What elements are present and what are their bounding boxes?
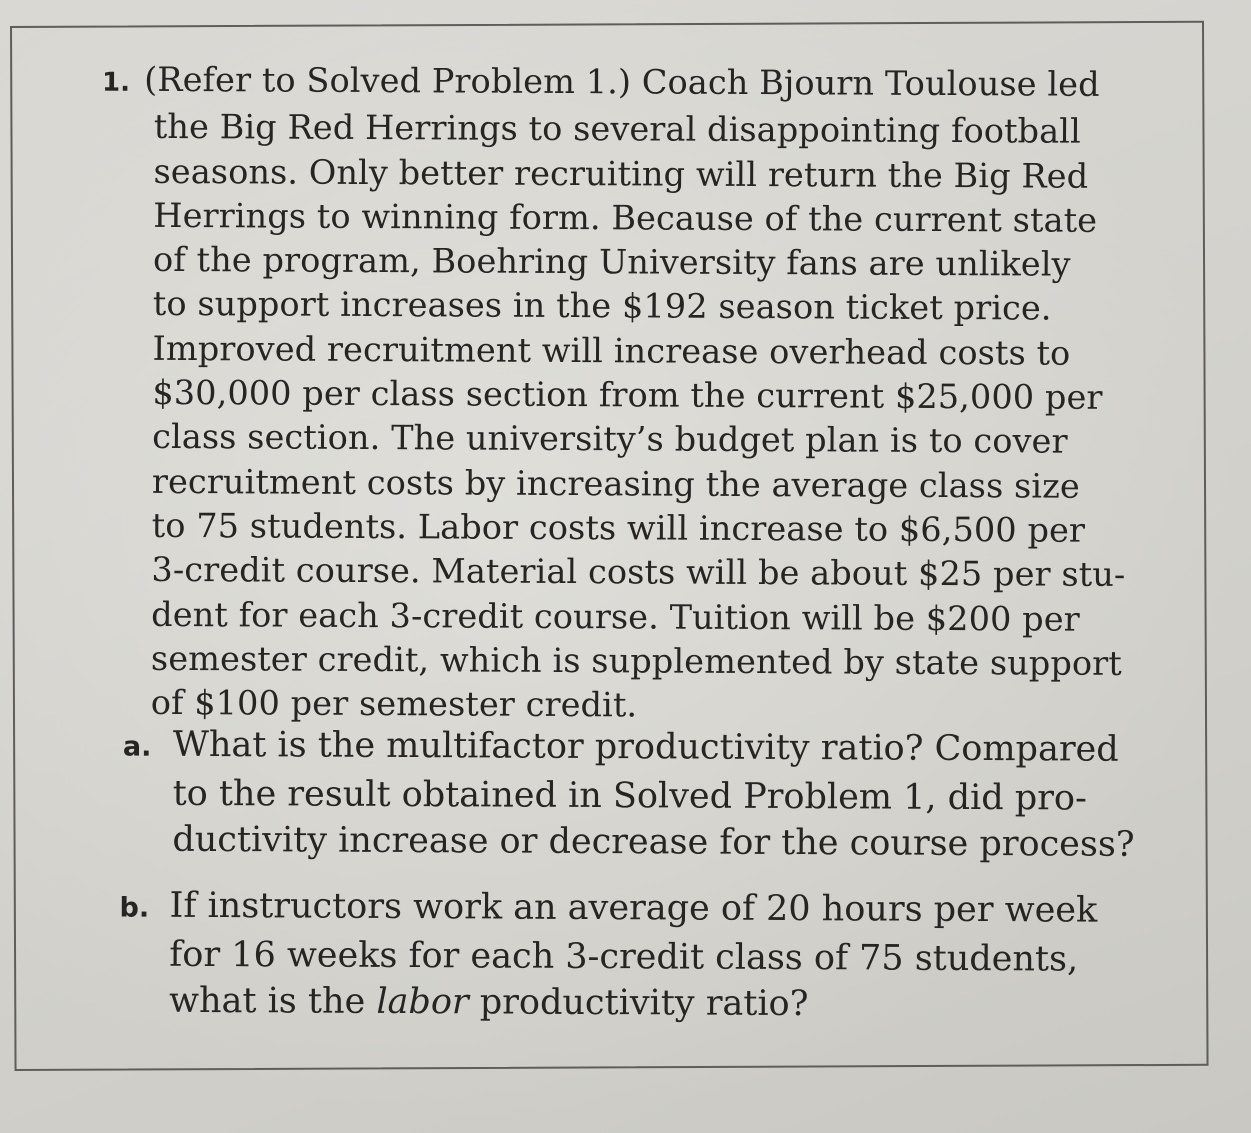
stem-line: $30,000 per class section from the current $25,000 per: [152, 372, 1103, 417]
stem-line: Improved recruitment will increase overhead costs to: [152, 328, 1071, 373]
subquestion-line: what is the labor productivity ratio?: [169, 980, 809, 1025]
subquestion-label: a.: [122, 731, 152, 763]
subquestion-line: b. If instructors work an average of 20 hours per week: [119, 885, 1098, 931]
stem-line: seasons. Only better recruiting will return the Big Red: [153, 151, 1089, 196]
stem-line: 3-credit course. Material costs will be about $25 per stu-: [151, 550, 1126, 595]
subquestion-line: a. What is the multifactor productivity ratio? Compared: [122, 724, 1119, 770]
subquestion-line: ductivity increase or decrease for the course process?: [172, 819, 1135, 865]
emphasized-word: labor: [376, 981, 469, 1023]
problem-stem: [99, 58, 1162, 731]
stem-line: of $100 per semester credit.: [150, 683, 638, 725]
subquestion-a: [122, 722, 1163, 868]
subquestion-b: [119, 883, 1160, 1029]
problem-number: 1.: [101, 67, 131, 98]
stem-line: class section. The university’s budget plan is to cover: [152, 417, 1068, 462]
stem-line: recruitment costs by increasing the average class size: [151, 461, 1080, 506]
stem-line: semester credit, which is supplemented by state support: [150, 638, 1122, 683]
stem-line: to 75 students. Labor costs will increase to $6,500 per: [151, 505, 1086, 550]
subquestion-line: for 16 weeks for each 3-credit class of 75 students,: [169, 934, 1079, 980]
problem-box: [10, 21, 1209, 1071]
stem-line: to support increases in the $192 season ticket price.: [152, 284, 1052, 329]
stem-line: the Big Red Herrings to several disappointing football: [153, 107, 1081, 152]
stem-line: of the program, Boehring University fans are unlikely: [152, 240, 1071, 284]
stem-line: 1. (Refer to Solved Problem 1.) Coach Bjourn Toulouse led: [101, 59, 1100, 104]
subquestion-label: b.: [119, 892, 150, 924]
stem-line: Herrings to winning form. Because of the current state: [153, 195, 1098, 240]
subquestion-line: to the result obtained in Solved Problem 1, did pro-: [172, 773, 1087, 819]
stem-line: dent for each 3-credit course. Tuition will be $200 per: [151, 594, 1080, 639]
